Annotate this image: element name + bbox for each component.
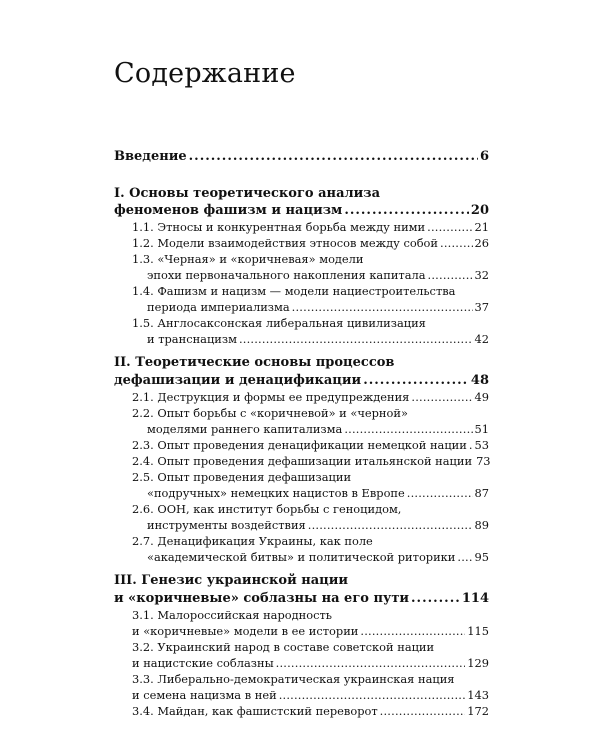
toc-entry-2-7[interactable] <box>147 552 489 563</box>
toc-page-number: 51 <box>474 422 489 436</box>
dot-leader <box>189 150 478 163</box>
toc-entry-2-2[interactable] <box>147 424 489 435</box>
toc-entry-1-2[interactable] <box>132 238 489 249</box>
toc-entry-text: 2.4. Опыт проведения дефашизации итальянской нации <box>132 454 473 468</box>
toc-page-number: 37 <box>474 300 489 314</box>
dot-leader <box>363 374 469 387</box>
toc-page-number: 129 <box>467 656 489 670</box>
dot-leader <box>411 392 472 403</box>
toc-page-number: 143 <box>467 688 489 702</box>
toc-entry-section-1[interactable] <box>114 204 489 217</box>
dot-leader <box>469 440 473 451</box>
dot-leader <box>344 424 472 435</box>
section-3-heading-line1: III. Генезис украинской нации <box>114 573 349 588</box>
toc-page-number: 6 <box>479 149 489 164</box>
toc-entry-1-5-line1: 1.5. Англосаксонская либеральная цивилизация <box>132 316 426 330</box>
dot-leader <box>457 552 472 563</box>
toc-entry-2-3[interactable] <box>132 440 489 451</box>
toc-entry-1-4[interactable] <box>147 302 489 313</box>
toc-entry-text: 2.3. Опыт проведения денацификации немецкой нации <box>132 438 467 452</box>
section-2-heading-line1: II. Теоретические основы процессов <box>114 355 395 370</box>
toc-entry-text: инструменты воздействия <box>147 518 306 532</box>
dot-leader <box>276 658 466 669</box>
toc-entry-text: периода империализма <box>147 300 290 314</box>
toc-entry-text: и семена нацизма в ней <box>132 688 277 702</box>
toc-entry-text: и «коричневые» модели в ее истории <box>132 624 359 638</box>
toc-entry-section-2[interactable] <box>114 374 489 387</box>
toc-page-number: 114 <box>461 591 489 606</box>
dot-leader <box>279 690 466 701</box>
toc-entry-2-6[interactable] <box>147 520 489 531</box>
toc-entry-2-7-line1: 2.7. Денацификация Украины, как поле <box>132 534 373 548</box>
toc-entry-3-1[interactable] <box>132 626 489 637</box>
toc-page-number: 172 <box>467 704 489 718</box>
toc-entry-1-1[interactable] <box>132 222 489 233</box>
toc-entry-3-2[interactable] <box>132 658 489 669</box>
toc-entry-text: моделями раннего капитализма <box>147 422 343 436</box>
toc-entry-2-5-line1: 2.5. Опыт проведения дефашизации <box>132 470 352 484</box>
dot-leader <box>427 222 472 233</box>
dot-leader <box>344 204 469 217</box>
toc-page-number: 73 <box>476 454 491 468</box>
toc-page-number: 89 <box>474 518 489 532</box>
toc-entry-text: феноменов фашизм и нацизм <box>114 203 343 218</box>
dot-leader <box>239 334 473 345</box>
toc-entry-text: дефашизации и денацификации <box>114 373 362 388</box>
toc-entry-2-6-line1: 2.6. ООН, как институт борьбы с геноцидом, <box>132 502 402 516</box>
toc-entry-text: и транснацизм <box>147 332 237 346</box>
toc-entry-1-4-line1: 1.4. Фашизм и нацизм — модели нациестроительства <box>132 284 456 298</box>
toc-entry-text: и нацистские соблазны <box>132 656 274 670</box>
toc-page-number: 115 <box>467 624 489 638</box>
toc-entry-text: 1.2. Модели взаимодействия этносов между собой <box>132 236 439 250</box>
toc-entry-section-3[interactable] <box>114 592 489 605</box>
toc-page-number: 53 <box>474 438 489 452</box>
toc-entry-2-2-line1: 2.2. Опыт борьбы с «коричневой» и «черной» <box>132 406 408 420</box>
dot-leader <box>428 270 473 281</box>
toc-entry-text: 1.1. Этносы и конкурентная борьба между ними <box>132 220 426 234</box>
toc-entry-text: «подручных» немецких нацистов в Европе <box>147 486 405 500</box>
toc-entry-2-4[interactable] <box>132 456 489 467</box>
toc-page-number: 32 <box>474 268 489 282</box>
toc-page-number: 87 <box>474 486 489 500</box>
page-title: Содержание <box>114 58 296 89</box>
toc-entry-3-1-line1: 3.1. Малороссийская народность <box>132 608 332 622</box>
dot-leader <box>360 626 465 637</box>
toc-page-number: 49 <box>474 390 489 404</box>
toc-page-number: 21 <box>474 220 489 234</box>
dot-leader <box>440 238 472 249</box>
toc-entry-1-3[interactable] <box>147 270 489 281</box>
toc-entry-intro[interactable] <box>114 150 489 163</box>
dot-leader <box>380 706 466 717</box>
toc-page-number: 42 <box>474 332 489 346</box>
toc-entry-text: 3.4. Майдан, как фашистский переворот <box>132 704 378 718</box>
dot-leader <box>292 302 473 313</box>
toc-entry-text: Введение <box>114 149 187 164</box>
toc-entry-2-1[interactable] <box>132 392 489 403</box>
toc-entry-2-5[interactable] <box>147 488 489 499</box>
toc-page-number: 26 <box>474 236 489 250</box>
toc-entry-3-4[interactable] <box>132 706 489 717</box>
dot-leader <box>411 592 460 605</box>
toc-entry-3-2-line1: 3.2. Украинский народ в составе советской нации <box>132 640 435 654</box>
toc-entry-3-3[interactable] <box>132 690 489 701</box>
toc-page-number: 20 <box>470 203 489 218</box>
section-1-heading-line1: I. Основы теоретического анализа <box>114 186 381 201</box>
toc-entry-text: и «коричневые» соблазны на его пути <box>114 591 410 606</box>
toc-entry-1-3-line1: 1.3. «Черная» и «коричневая» модели <box>132 252 364 266</box>
dot-leader <box>308 520 473 531</box>
dot-leader <box>407 488 473 499</box>
toc-entry-text: эпохи первоначального накопления капитала <box>147 268 426 282</box>
toc-entry-text: 2.1. Деструкция и формы ее предупреждения <box>132 390 410 404</box>
toc-entry-text: «академической битвы» и политической риторики <box>147 550 456 564</box>
toc-entry-3-3-line1: 3.3. Либерально-демократическая украинская нация <box>132 672 455 686</box>
toc-page-number: 95 <box>474 550 489 564</box>
toc-entry-1-5[interactable] <box>147 334 489 345</box>
toc-page-number: 48 <box>470 373 489 388</box>
